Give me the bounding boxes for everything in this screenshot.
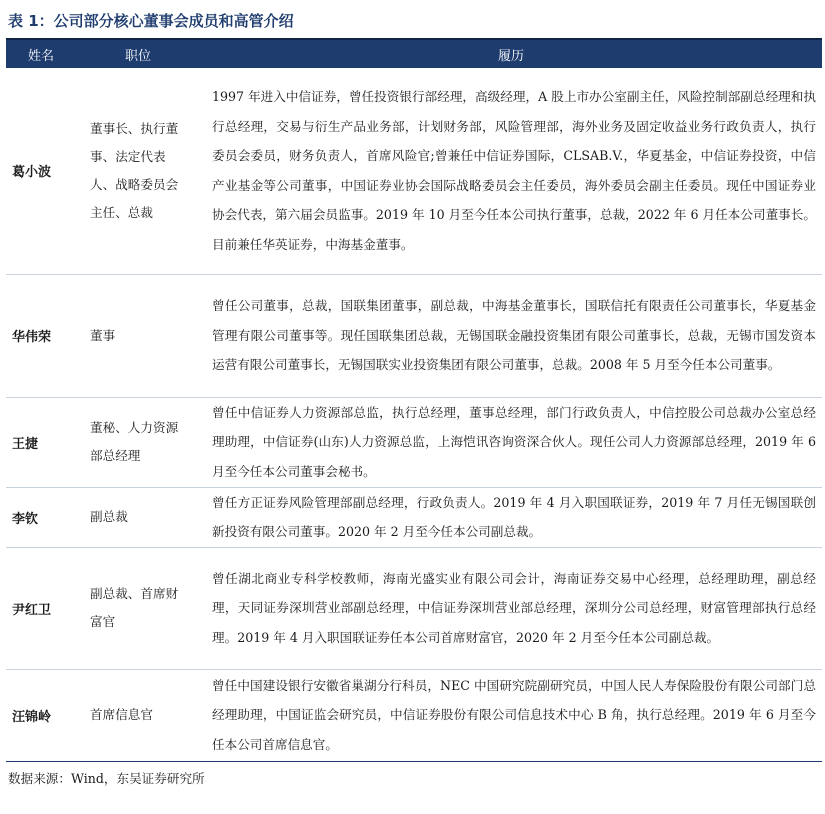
header-name: 姓名	[6, 39, 76, 68]
executives-table	[6, 38, 822, 762]
table-row	[6, 669, 822, 761]
table-row	[6, 487, 822, 547]
row-name: 李钦	[6, 487, 76, 547]
table-row	[6, 547, 822, 669]
row-position: 董事长、执行董事、法定代表人、战略委员会主任、总裁	[76, 68, 200, 274]
table-row	[6, 397, 822, 487]
row-name: 华伟荣	[6, 274, 76, 397]
row-position: 副总裁、首席财富官	[76, 547, 200, 669]
row-position: 董秘、人力资源部总经理	[76, 397, 200, 487]
row-name: 尹红卫	[6, 547, 76, 669]
row-position: 首席信息官	[76, 669, 200, 761]
row-name: 汪锦岭	[6, 669, 76, 761]
table-row	[6, 274, 822, 397]
row-position: 董事	[76, 274, 200, 397]
table-title: 表 1：公司部分核心董事会成员和高管介绍	[8, 12, 294, 30]
row-resume: 曾任公司董事，总裁，国联集团董事，副总裁，中海基金董事长，国联信托有限责任公司董事长，华夏基金管理有限公司董事等。现任国联集团总裁，无锡国联金融投资集团有限公司董事长，总裁，无锡市国发资本运营有限公司董事长，无锡国联实业投资集团有限公司董事，总裁。2008 年 5 月至今任本公司董事。	[200, 274, 822, 397]
header-resume: 履历	[200, 39, 822, 68]
table-header-row	[6, 39, 822, 68]
row-resume: 曾任中信证券人力资源部总监，执行总经理，董事总经理，部门行政负责人，中信控股公司总裁办公室总经理助理，中信证券(山东)人力资源总监，上海恺讯咨询资深合伙人。现任公司人力资源部总经理，2019 年 6 月至今任本公司董事会秘书。	[200, 397, 822, 487]
table-row	[6, 68, 822, 274]
row-name: 葛小波	[6, 68, 76, 274]
row-resume: 曾任中国建设银行安徽省巢湖分行科员，NEC 中国研究院副研究员，中国人民人寿保险股份有限公司部门总经理助理，中国证监会研究员，中信证券股份有限公司信息技术中心 B 角，执行总经理。2019 年 6 月至今任本公司首席信息官。	[200, 669, 822, 761]
row-position: 副总裁	[76, 487, 200, 547]
row-resume: 曾任湖北商业专科学校教师，海南光盛实业有限公司会计，海南证券交易中心经理，总经理助理，副总经理，天同证券深圳营业部副总经理，中信证券深圳营业部总经理，深圳分公司总经理，财富管理部执行总经理。2019 年 4 月入职国联证券任本公司首席财富官，2020 年 2 月至今任本公司副总裁。	[200, 547, 822, 669]
source-note: 数据来源：Wind，东吴证券研究所	[8, 771, 205, 786]
row-name: 王捷	[6, 397, 76, 487]
header-position: 职位	[76, 39, 200, 68]
row-resume: 1997 年进入中信证券，曾任投资银行部经理，高级经理，A 股上市办公室副主任，风险控制部副总经理和执行总经理，交易与衍生产品业务部，计划财务部，风险管理部，海外业务及固定收益业务行政负责人，执行委员会委员，财务负责人，首席风险官;曾兼任中信证券国际，CLSAB.V.，华夏基金，中信证券投资，中信产业基金等公司董事，中国证券业协会国际战略委员会主任委员，海外委员会副主任委员。现任中国证券业协会代表，第六届会员监事。2019 年 10 月至今任本公司执行董事，总裁，2022 年 6 月任本公司董事长。目前兼任华英证券，中海基金董事。	[200, 68, 822, 274]
row-resume: 曾任方正证券风险管理部副总经理，行政负责人。2019 年 4 月入职国联证券，2019 年 7 月任无锡国联创新投资有限公司董事。2020 年 2 月至今任本公司副总裁。	[200, 487, 822, 547]
